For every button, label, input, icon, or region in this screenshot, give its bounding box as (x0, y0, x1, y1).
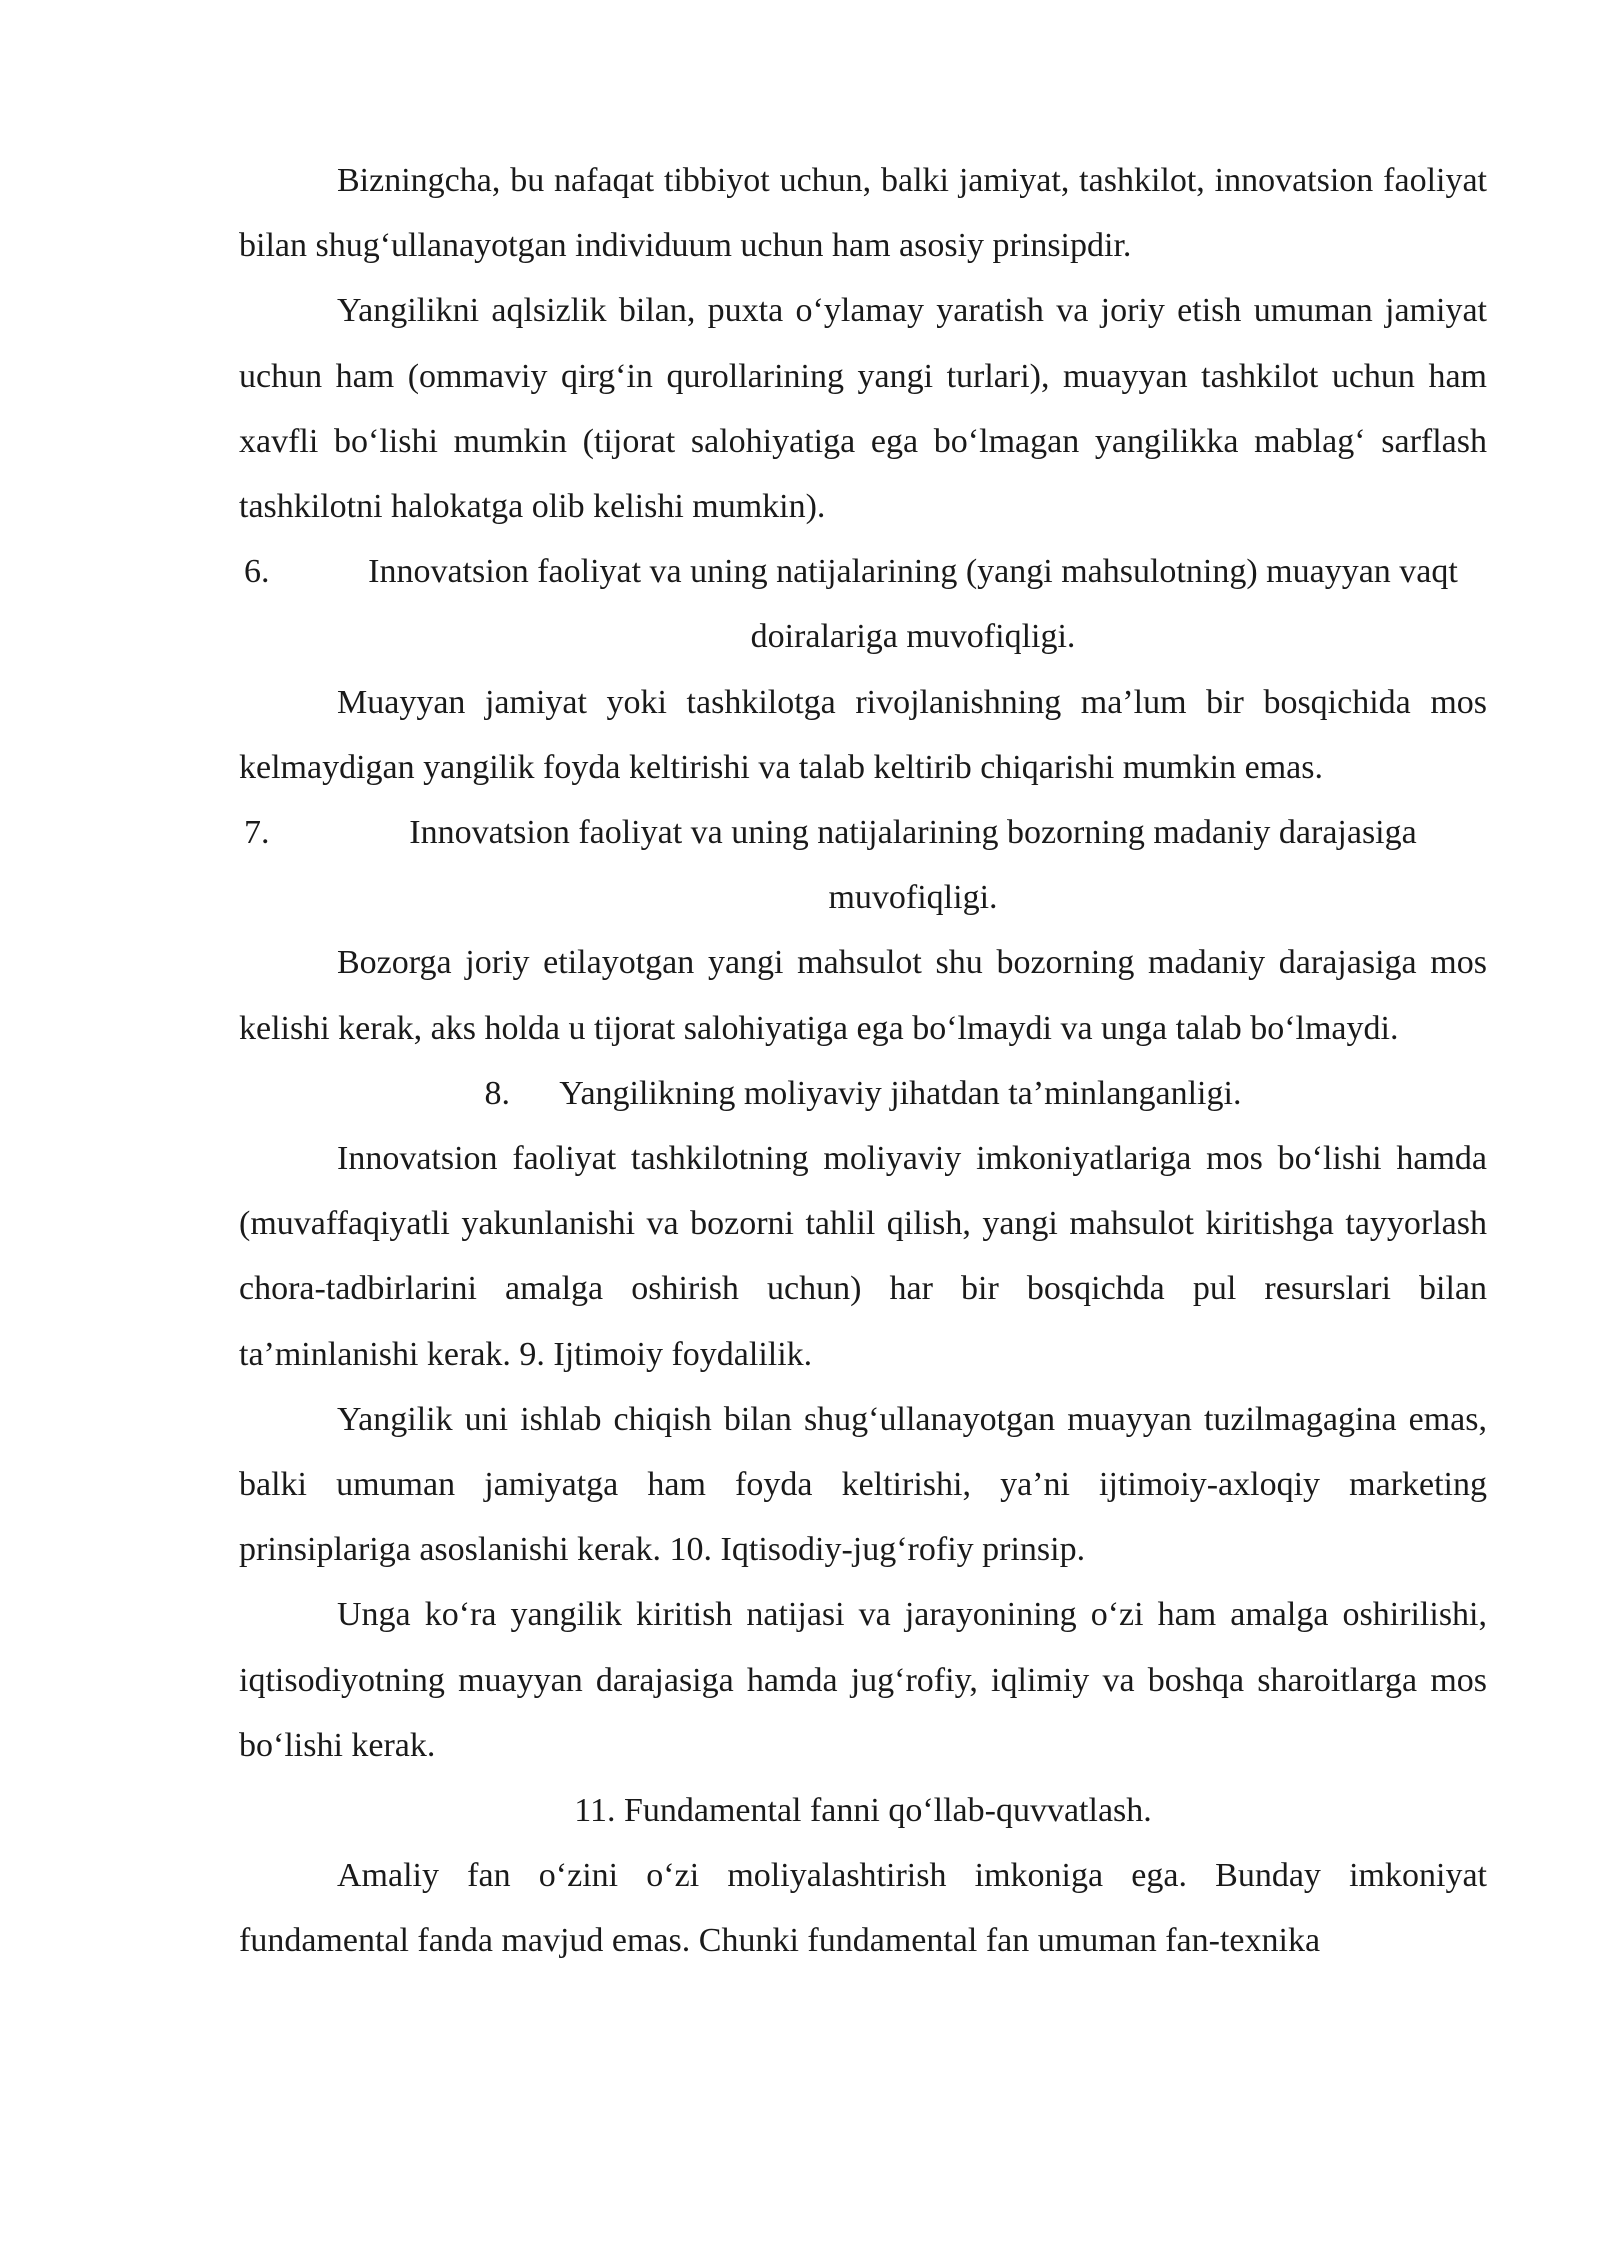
section-heading-text: 11. Fundamental fanni qo‘llab-quvvatlash. (574, 1792, 1152, 1830)
paragraph: Yangilikni aqlsizlik bilan, puxta o‘ylamay yaratish va joriy etish umuman jamiyat uchun ham (ommaviy qirg‘in qurollarining yangi turlari), muayyan tashkilot uchun ham xavfli bo‘lishi mumkin (tijorat salohiyatiga ega bo‘lmagan yangilikka mablag‘ sarflash tashkilotni halokatga olib kelishi mumkin). (239, 292, 1487, 526)
section-heading-text: Innovatsion faoliyat va uning natijalarining bozorning madaniy darajasiga muvofiqligi. (409, 814, 1417, 917)
paragraph: Bizningcha, bu nafaqat tibbiyot uchun, balki jamiyat, tashkilot, innovatsion faoliyat bilan shug‘ullanayotgan individuum uchun ham asosiy prinsipdir. (239, 162, 1487, 265)
paragraph: Unga ko‘ra yangilik kiritish natijasi va jarayonining o‘zi ham amalga oshirilishi, iqtisodiyotning muayyan darajasiga hamda jug‘rofiy, iqlimiy va boshqa sharoitlarga mos bo‘lishi kerak. (239, 1596, 1487, 1764)
section-number: 7. (244, 814, 270, 852)
section-heading (239, 1061, 1487, 1126)
section-number: 6. (244, 553, 270, 591)
section-heading (239, 800, 1487, 930)
paragraph: Muayyan jamiyat yoki tashkilotga rivojlanishning ma’lum bir bosqichida mos kelmaydigan yangilik foyda keltirishi va talab keltirib chiqarishi mumkin emas. (239, 683, 1487, 786)
paragraph: Bozorga joriy etilayotgan yangi mahsulot shu bozorning madaniy darajasiga mos kelishi kerak, aks holda u tijorat salohiyatiga ega bo‘lmaydi va unga talab bo‘lmaydi. (239, 944, 1487, 1047)
section-heading-text: Innovatsion faoliyat va uning natijalarining (yangi mahsulotning) muayyan vaqt doiralariga muvofiqligi. (368, 553, 1458, 656)
section-heading-text: Yangilikning moliyaviy jihatdan ta’minlanganligi. (559, 1074, 1242, 1112)
paragraph: Yangilik uni ishlab chiqish bilan shug‘ullanayotgan muayyan tuzilmagagina emas, balki umuman jamiyatga ham foyda keltirishi, ya’ni ijtimoiy-axloqiy marketing prinsiplariga asoslanishi kerak. 10. Iqtisodiy-jug‘rofiy prinsip. (239, 1400, 1487, 1569)
paragraph: Amaliy fan o‘zini o‘zi moliyalashtirish imkoniga ega. Bunday imkoniyat fundamental fanda mavjud emas. Chunki fundamental fan umuman fan-texnika (239, 1857, 1487, 1960)
document-page (239, 148, 1487, 1974)
section-heading (239, 539, 1487, 669)
paragraph: Innovatsion faoliyat tashkilotning moliyaviy imkoniyatlariga mos bo‘lishi hamda (muvaffaqiyatli yakunlanishi va bozorni tahlil qilish, yangi mahsulot kiritishga tayyorlash chora-tadbirlarini amalga oshirish uchun) har bir bosqichda pul resurslari bilan ta’minlanishi kerak. 9. Ijtimoiy foydalilik. (239, 1140, 1487, 1373)
section-heading (239, 1778, 1487, 1843)
section-number: 8. (484, 1074, 511, 1112)
